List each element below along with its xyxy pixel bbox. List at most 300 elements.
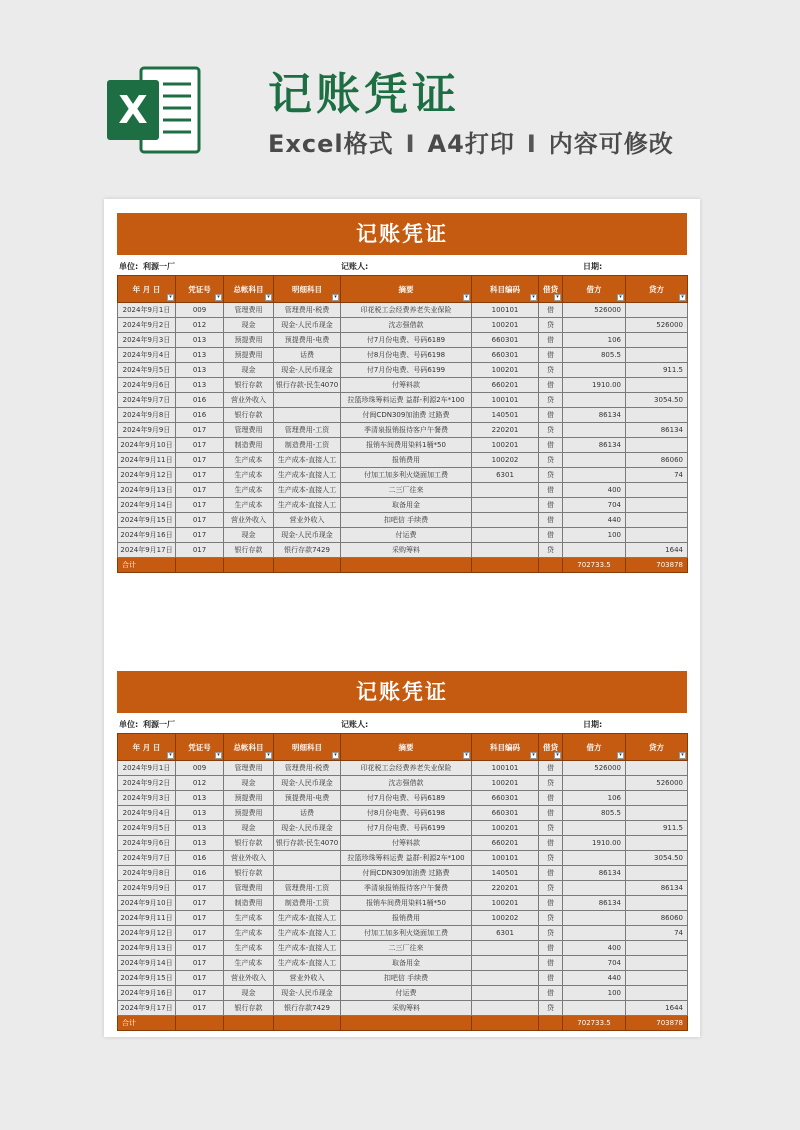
table-cell[interactable]: 报销车间费用染料1桶*50 (341, 896, 472, 911)
table-cell[interactable]: 86060 (626, 911, 688, 926)
table-cell[interactable]: 704 (563, 498, 626, 513)
table-cell[interactable]: 营业外收入 (224, 513, 274, 528)
table-cell[interactable] (626, 528, 688, 543)
table-cell[interactable]: 借 (539, 941, 563, 956)
table-cell[interactable]: 付运费 (341, 986, 472, 1001)
table-cell[interactable]: 100101 (472, 761, 539, 776)
table-cell[interactable]: 74 (626, 468, 688, 483)
table-cell[interactable]: 拉篮珍珠筹料运费 益群-利源2车*100 (341, 393, 472, 408)
table-cell[interactable] (563, 851, 626, 866)
table-cell[interactable]: 106 (563, 333, 626, 348)
table-cell[interactable]: 现金-人民币现金 (274, 528, 341, 543)
table-cell[interactable]: 管理费用 (224, 881, 274, 896)
table-cell[interactable]: 013 (176, 333, 224, 348)
table-cell[interactable] (626, 438, 688, 453)
table-cell[interactable]: 话费 (274, 806, 341, 821)
table-cell[interactable]: 016 (176, 393, 224, 408)
table-cell[interactable]: 银行存款 (224, 378, 274, 393)
table-cell[interactable]: 526000 (626, 318, 688, 333)
table-cell[interactable] (563, 776, 626, 791)
table-cell[interactable]: 银行存款 (224, 408, 274, 423)
table-cell[interactable]: 2024年9月7日 (118, 393, 176, 408)
table-cell[interactable] (626, 971, 688, 986)
table-cell[interactable]: 贷 (539, 911, 563, 926)
table-cell[interactable]: 现金 (224, 986, 274, 1001)
table-cell[interactable]: 生产成本-直接人工 (274, 498, 341, 513)
table-cell[interactable]: 现金-人民币现金 (274, 821, 341, 836)
table-cell[interactable]: 660201 (472, 836, 539, 851)
table-cell[interactable]: 017 (176, 423, 224, 438)
table-cell[interactable]: 400 (563, 483, 626, 498)
table-cell[interactable]: 报销车间费用染料1桶*50 (341, 438, 472, 453)
table-cell[interactable]: 借 (539, 761, 563, 776)
table-cell[interactable]: 017 (176, 438, 224, 453)
table-cell[interactable]: 生产成本 (224, 926, 274, 941)
table-cell[interactable]: 526000 (563, 761, 626, 776)
table-cell[interactable]: 预提费用-电费 (274, 791, 341, 806)
table-cell[interactable]: 2024年9月2日 (118, 318, 176, 333)
table-cell[interactable]: 86134 (563, 896, 626, 911)
table-cell[interactable] (626, 378, 688, 393)
table-cell[interactable]: 2024年9月4日 (118, 348, 176, 363)
table-cell[interactable]: 013 (176, 348, 224, 363)
table-cell[interactable]: 预提费用 (224, 791, 274, 806)
table-cell[interactable]: 016 (176, 866, 224, 881)
filter-dropdown-icon[interactable]: ▾ (554, 294, 561, 301)
table-cell[interactable] (626, 986, 688, 1001)
filter-dropdown-icon[interactable]: ▾ (167, 752, 174, 759)
column-header[interactable] (118, 276, 176, 303)
table-cell[interactable]: 012 (176, 318, 224, 333)
table-cell[interactable]: 生产成本 (224, 956, 274, 971)
table-cell[interactable]: 3054.50 (626, 851, 688, 866)
filter-dropdown-icon[interactable]: ▾ (530, 752, 537, 759)
table-cell[interactable]: 017 (176, 881, 224, 896)
table-cell[interactable] (563, 1001, 626, 1016)
table-cell[interactable]: 2024年9月1日 (118, 303, 176, 318)
table-cell[interactable]: 生产成本-直接人工 (274, 956, 341, 971)
table-cell[interactable]: 营业外收入 (274, 971, 341, 986)
table-cell[interactable]: 017 (176, 956, 224, 971)
table-cell[interactable]: 扣吧信 手续费 (341, 513, 472, 528)
table-cell[interactable]: 660301 (472, 806, 539, 821)
table-cell[interactable] (563, 468, 626, 483)
table-cell[interactable]: 管理费用 (224, 423, 274, 438)
table-cell[interactable]: 100201 (472, 363, 539, 378)
table-cell[interactable]: 2024年9月5日 (118, 363, 176, 378)
filter-dropdown-icon[interactable]: ▾ (167, 294, 174, 301)
table-cell[interactable]: 2024年9月9日 (118, 423, 176, 438)
table-cell[interactable]: 借 (539, 408, 563, 423)
table-cell[interactable]: 012 (176, 776, 224, 791)
filter-dropdown-icon[interactable]: ▾ (617, 294, 624, 301)
table-cell[interactable] (472, 528, 539, 543)
table-cell[interactable]: 100201 (472, 776, 539, 791)
table-cell[interactable]: 银行存款7429 (274, 1001, 341, 1016)
table-cell[interactable]: 2024年9月14日 (118, 498, 176, 513)
table-cell[interactable]: 2024年9月1日 (118, 761, 176, 776)
table-cell[interactable]: 100201 (472, 318, 539, 333)
table-cell[interactable]: 100 (563, 528, 626, 543)
table-cell[interactable]: 采购筹料 (341, 543, 472, 558)
table-cell[interactable]: 生产成本 (224, 498, 274, 513)
table-cell[interactable]: 报销费用 (341, 911, 472, 926)
table-cell[interactable]: 2024年9月3日 (118, 791, 176, 806)
table-cell[interactable]: 1910.00 (563, 836, 626, 851)
table-cell[interactable]: 付闽CDN309加油费 过路费 (341, 408, 472, 423)
table-cell[interactable]: 017 (176, 941, 224, 956)
table-cell[interactable] (626, 791, 688, 806)
table-cell[interactable]: 贷 (539, 926, 563, 941)
table-cell[interactable]: 440 (563, 513, 626, 528)
table-cell[interactable]: 生产成本-直接人工 (274, 911, 341, 926)
table-cell[interactable]: 借 (539, 806, 563, 821)
table-cell[interactable]: 2024年9月15日 (118, 513, 176, 528)
table-cell[interactable]: 印花税工会经费养老失业保险 (341, 303, 472, 318)
table-cell[interactable]: 贷 (539, 363, 563, 378)
table-cell[interactable]: 2024年9月12日 (118, 468, 176, 483)
table-cell[interactable] (626, 836, 688, 851)
table-cell[interactable]: 预提费用 (224, 348, 274, 363)
table-cell[interactable]: 017 (176, 528, 224, 543)
table-cell[interactable]: 2024年9月16日 (118, 528, 176, 543)
table-cell[interactable]: 017 (176, 911, 224, 926)
table-cell[interactable]: 2024年9月17日 (118, 543, 176, 558)
table-cell[interactable]: 526000 (563, 303, 626, 318)
table-cell[interactable]: 016 (176, 408, 224, 423)
table-cell[interactable]: 017 (176, 483, 224, 498)
table-cell[interactable]: 1644 (626, 543, 688, 558)
table-cell[interactable]: 管理费用-工资 (274, 423, 341, 438)
filter-dropdown-icon[interactable]: ▾ (617, 752, 624, 759)
table-cell[interactable]: 贷 (539, 543, 563, 558)
table-cell[interactable]: 生产成本 (224, 468, 274, 483)
table-cell[interactable]: 生产成本-直接人工 (274, 926, 341, 941)
column-header[interactable] (224, 276, 274, 303)
table-cell[interactable]: 现金-人民币现金 (274, 986, 341, 1001)
filter-dropdown-icon[interactable]: ▾ (332, 752, 339, 759)
filter-dropdown-icon[interactable]: ▾ (265, 294, 272, 301)
table-cell[interactable]: 2024年9月6日 (118, 836, 176, 851)
table-cell[interactable]: 借 (539, 483, 563, 498)
table-cell[interactable]: 借 (539, 986, 563, 1001)
table-cell[interactable]: 140501 (472, 866, 539, 881)
table-cell[interactable]: 付加工加多利火烧面加工费 (341, 468, 472, 483)
table-cell[interactable]: 营业外收入 (224, 971, 274, 986)
table-cell[interactable]: 013 (176, 791, 224, 806)
table-cell[interactable] (274, 393, 341, 408)
table-cell[interactable]: 贷 (539, 318, 563, 333)
column-header[interactable] (224, 734, 274, 761)
table-cell[interactable] (563, 318, 626, 333)
table-cell[interactable]: 二三厂往来 (341, 483, 472, 498)
table-cell[interactable]: 86134 (563, 438, 626, 453)
table-cell[interactable]: 3054.50 (626, 393, 688, 408)
table-cell[interactable]: 管理费用-税费 (274, 303, 341, 318)
table-cell[interactable]: 生产成本-直接人工 (274, 941, 341, 956)
column-header[interactable] (274, 734, 341, 761)
table-cell[interactable] (563, 423, 626, 438)
table-cell[interactable]: 2024年9月6日 (118, 378, 176, 393)
table-cell[interactable]: 现金 (224, 776, 274, 791)
table-cell[interactable] (626, 956, 688, 971)
table-cell[interactable]: 2024年9月17日 (118, 1001, 176, 1016)
table-cell[interactable] (626, 348, 688, 363)
table-cell[interactable]: 付7月份电费、号码6199 (341, 821, 472, 836)
table-cell[interactable]: 2024年9月14日 (118, 956, 176, 971)
table-cell[interactable]: 016 (176, 851, 224, 866)
table-cell[interactable]: 2024年9月12日 (118, 926, 176, 941)
table-cell[interactable]: 预提费用-电费 (274, 333, 341, 348)
table-cell[interactable]: 营业外收入 (274, 513, 341, 528)
table-cell[interactable] (626, 896, 688, 911)
table-cell[interactable]: 借 (539, 378, 563, 393)
filter-dropdown-icon[interactable]: ▾ (265, 752, 272, 759)
table-cell[interactable]: 预提费用 (224, 806, 274, 821)
table-cell[interactable]: 2024年9月15日 (118, 971, 176, 986)
table-cell[interactable]: 140501 (472, 408, 539, 423)
table-cell[interactable] (626, 806, 688, 821)
table-cell[interactable]: 106 (563, 791, 626, 806)
table-cell[interactable]: 制造费用-工资 (274, 438, 341, 453)
column-header[interactable] (176, 734, 224, 761)
table-cell[interactable]: 6301 (472, 926, 539, 941)
table-cell[interactable]: 付7月份电费、号码6189 (341, 791, 472, 806)
table-cell[interactable]: 100201 (472, 896, 539, 911)
table-cell[interactable]: 贷 (539, 776, 563, 791)
table-cell[interactable]: 009 (176, 761, 224, 776)
table-cell[interactable] (626, 513, 688, 528)
table-cell[interactable]: 2024年9月10日 (118, 896, 176, 911)
table-cell[interactable]: 银行存款7429 (274, 543, 341, 558)
table-cell[interactable]: 管理费用 (224, 303, 274, 318)
table-cell[interactable] (626, 333, 688, 348)
filter-dropdown-icon[interactable]: ▾ (679, 294, 686, 301)
filter-dropdown-icon[interactable]: ▾ (530, 294, 537, 301)
table-cell[interactable]: 2024年9月10日 (118, 438, 176, 453)
table-cell[interactable] (472, 543, 539, 558)
table-cell[interactable]: 借 (539, 956, 563, 971)
table-cell[interactable]: 74 (626, 926, 688, 941)
table-cell[interactable] (472, 498, 539, 513)
table-cell[interactable]: 1910.00 (563, 378, 626, 393)
table-cell[interactable] (472, 956, 539, 971)
table-cell[interactable]: 2024年9月11日 (118, 911, 176, 926)
table-cell[interactable]: 526000 (626, 776, 688, 791)
table-cell[interactable]: 取备用金 (341, 498, 472, 513)
column-header[interactable] (626, 276, 688, 303)
table-cell[interactable] (626, 408, 688, 423)
table-cell[interactable]: 现金-人民币现金 (274, 363, 341, 378)
table-cell[interactable]: 银行存款-民生4070 (274, 378, 341, 393)
table-cell[interactable]: 借 (539, 333, 563, 348)
table-cell[interactable]: 017 (176, 513, 224, 528)
table-cell[interactable]: 017 (176, 1001, 224, 1016)
table-cell[interactable]: 440 (563, 971, 626, 986)
column-header[interactable] (539, 734, 563, 761)
table-cell[interactable]: 现金 (224, 821, 274, 836)
table-cell[interactable] (563, 543, 626, 558)
table-cell[interactable]: 013 (176, 836, 224, 851)
table-cell[interactable]: 220201 (472, 881, 539, 896)
table-cell[interactable]: 季清泉报销报待客户午餐费 (341, 423, 472, 438)
table-cell[interactable] (274, 851, 341, 866)
table-cell[interactable]: 017 (176, 896, 224, 911)
table-cell[interactable]: 704 (563, 956, 626, 971)
table-cell[interactable]: 贷 (539, 453, 563, 468)
table-cell[interactable]: 2024年9月3日 (118, 333, 176, 348)
table-cell[interactable]: 付加工加多利火烧面加工费 (341, 926, 472, 941)
table-cell[interactable]: 017 (176, 498, 224, 513)
table-cell[interactable]: 2024年9月2日 (118, 776, 176, 791)
table-cell[interactable]: 86134 (563, 408, 626, 423)
table-cell[interactable]: 付7月份电费、号码6199 (341, 363, 472, 378)
table-cell[interactable]: 100101 (472, 393, 539, 408)
table-cell[interactable] (472, 513, 539, 528)
table-cell[interactable] (563, 363, 626, 378)
table-cell[interactable]: 2024年9月7日 (118, 851, 176, 866)
table-cell[interactable]: 制造费用-工资 (274, 896, 341, 911)
table-cell[interactable]: 生产成本 (224, 483, 274, 498)
table-cell[interactable]: 生产成本-直接人工 (274, 468, 341, 483)
table-cell[interactable]: 二三厂往来 (341, 941, 472, 956)
table-cell[interactable] (563, 821, 626, 836)
table-cell[interactable]: 沈志强借款 (341, 318, 472, 333)
table-cell[interactable]: 911.5 (626, 363, 688, 378)
table-cell[interactable]: 贷 (539, 821, 563, 836)
table-cell[interactable]: 营业外收入 (224, 393, 274, 408)
table-cell[interactable]: 付筹料款 (341, 378, 472, 393)
table-cell[interactable]: 100202 (472, 453, 539, 468)
table-cell[interactable]: 660301 (472, 333, 539, 348)
table-cell[interactable] (274, 408, 341, 423)
table-cell[interactable]: 银行存款 (224, 543, 274, 558)
table-cell[interactable] (472, 1001, 539, 1016)
table-cell[interactable]: 借 (539, 303, 563, 318)
column-header[interactable] (563, 734, 626, 761)
table-cell[interactable] (626, 498, 688, 513)
table-cell[interactable]: 采购筹料 (341, 1001, 472, 1016)
table-cell[interactable]: 生产成本 (224, 453, 274, 468)
table-cell[interactable]: 取备用金 (341, 956, 472, 971)
table-cell[interactable]: 现金-人民币现金 (274, 776, 341, 791)
table-cell[interactable]: 管理费用-工资 (274, 881, 341, 896)
column-header[interactable] (176, 276, 224, 303)
table-cell[interactable]: 86060 (626, 453, 688, 468)
table-cell[interactable]: 2024年9月5日 (118, 821, 176, 836)
table-cell[interactable]: 借 (539, 438, 563, 453)
table-cell[interactable]: 付8月份电费、号码6198 (341, 806, 472, 821)
filter-dropdown-icon[interactable]: ▾ (463, 752, 470, 759)
table-cell[interactable]: 银行存款-民生4070 (274, 836, 341, 851)
column-header[interactable] (341, 734, 472, 761)
table-cell[interactable]: 现金 (224, 528, 274, 543)
table-cell[interactable]: 100101 (472, 303, 539, 318)
table-cell[interactable]: 付闽CDN309加油费 过路费 (341, 866, 472, 881)
table-cell[interactable] (563, 393, 626, 408)
table-cell[interactable]: 贷 (539, 468, 563, 483)
table-cell[interactable]: 013 (176, 821, 224, 836)
table-cell[interactable]: 6301 (472, 468, 539, 483)
table-cell[interactable]: 220201 (472, 423, 539, 438)
filter-dropdown-icon[interactable]: ▾ (215, 752, 222, 759)
column-header[interactable] (274, 276, 341, 303)
table-cell[interactable]: 100201 (472, 438, 539, 453)
column-header[interactable] (472, 734, 539, 761)
table-cell[interactable]: 贷 (539, 393, 563, 408)
table-cell[interactable]: 借 (539, 528, 563, 543)
table-cell[interactable]: 660301 (472, 791, 539, 806)
filter-dropdown-icon[interactable]: ▾ (463, 294, 470, 301)
table-cell[interactable] (472, 986, 539, 1001)
table-cell[interactable]: 沈志强借款 (341, 776, 472, 791)
table-cell[interactable] (472, 483, 539, 498)
table-cell[interactable]: 银行存款 (224, 866, 274, 881)
table-cell[interactable] (626, 866, 688, 881)
table-cell[interactable]: 86134 (563, 866, 626, 881)
table-cell[interactable]: 贷 (539, 1001, 563, 1016)
table-cell[interactable]: 拉篮珍珠筹料运费 益群-利源2车*100 (341, 851, 472, 866)
table-cell[interactable]: 2024年9月13日 (118, 483, 176, 498)
table-cell[interactable] (563, 926, 626, 941)
table-cell[interactable]: 2024年9月9日 (118, 881, 176, 896)
table-cell[interactable]: 100202 (472, 911, 539, 926)
table-cell[interactable]: 017 (176, 468, 224, 483)
table-cell[interactable]: 付筹料款 (341, 836, 472, 851)
table-cell[interactable]: 2024年9月13日 (118, 941, 176, 956)
table-cell[interactable]: 营业外收入 (224, 851, 274, 866)
table-cell[interactable]: 660301 (472, 348, 539, 363)
filter-dropdown-icon[interactable]: ▾ (332, 294, 339, 301)
table-cell[interactable]: 805.5 (563, 806, 626, 821)
table-cell[interactable]: 付运费 (341, 528, 472, 543)
table-cell[interactable]: 借 (539, 498, 563, 513)
table-cell[interactable]: 借 (539, 513, 563, 528)
column-header[interactable] (626, 734, 688, 761)
filter-dropdown-icon[interactable]: ▾ (679, 752, 686, 759)
filter-dropdown-icon[interactable]: ▾ (554, 752, 561, 759)
table-cell[interactable]: 季清泉报销报待客户午餐费 (341, 881, 472, 896)
table-cell[interactable] (274, 866, 341, 881)
column-header[interactable] (563, 276, 626, 303)
table-cell[interactable]: 管理费用-税费 (274, 761, 341, 776)
table-cell[interactable]: 017 (176, 926, 224, 941)
table-cell[interactable]: 报销费用 (341, 453, 472, 468)
table-cell[interactable]: 1644 (626, 1001, 688, 1016)
table-cell[interactable]: 管理费用 (224, 761, 274, 776)
table-cell[interactable]: 100201 (472, 821, 539, 836)
table-cell[interactable]: 2024年9月4日 (118, 806, 176, 821)
table-cell[interactable]: 660201 (472, 378, 539, 393)
table-cell[interactable]: 013 (176, 378, 224, 393)
table-cell[interactable] (626, 761, 688, 776)
column-header[interactable] (472, 276, 539, 303)
column-header[interactable] (539, 276, 563, 303)
table-cell[interactable]: 现金 (224, 363, 274, 378)
table-cell[interactable]: 400 (563, 941, 626, 956)
table-cell[interactable]: 付7月份电费、号码6189 (341, 333, 472, 348)
table-cell[interactable]: 911.5 (626, 821, 688, 836)
table-cell[interactable]: 借 (539, 971, 563, 986)
table-cell[interactable] (626, 941, 688, 956)
table-cell[interactable]: 借 (539, 348, 563, 363)
table-cell[interactable]: 009 (176, 303, 224, 318)
table-cell[interactable]: 制造费用 (224, 896, 274, 911)
table-cell[interactable]: 印花税工会经费养老失业保险 (341, 761, 472, 776)
table-cell[interactable]: 017 (176, 971, 224, 986)
table-cell[interactable] (472, 941, 539, 956)
table-cell[interactable]: 借 (539, 836, 563, 851)
